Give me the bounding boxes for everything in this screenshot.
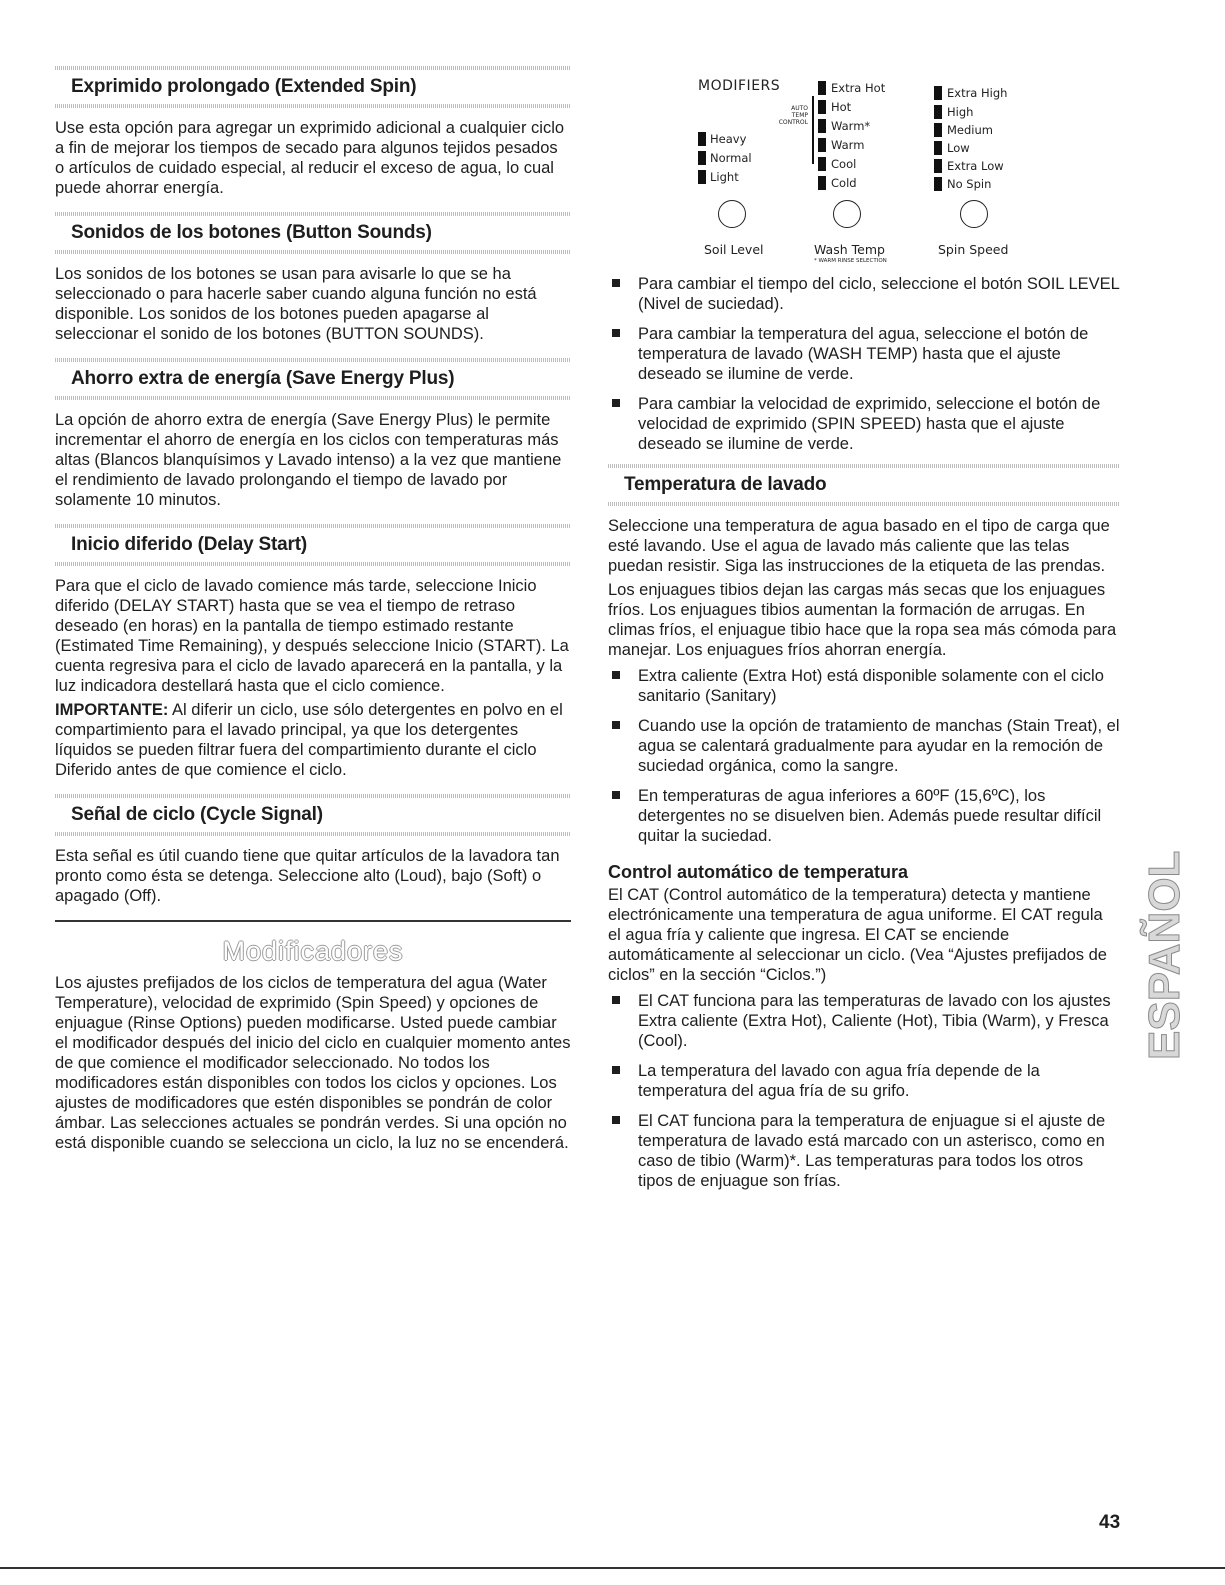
section-rule — [55, 832, 571, 836]
cat-bullet-list — [608, 991, 1120, 1191]
section-rule — [608, 464, 1120, 468]
wash-temp-button — [833, 200, 861, 228]
list-item-text: Cuando use la opción de tratamiento de manchas (Stain Treat), el agua se calentará gradualmente para ayudar en la remoción de suciedad orgánica, como la sangre. — [638, 717, 1120, 775]
list-item-text: En temperaturas de agua inferiores a 60ºF (15,6ºC), los detergentes no se disuelven bien. Además puede resultar difícil quitar la suciedad. — [638, 787, 1102, 845]
spin-indicator — [934, 105, 942, 119]
soil-indicator — [698, 151, 706, 165]
list-item-text: La temperatura del lavado con agua fría depende de la temperatura del agua fría de su grifo. — [638, 1062, 1040, 1100]
temp-option: Warm* — [831, 119, 871, 133]
temp-bullet-list — [608, 666, 1120, 846]
auto-temp-label — [778, 105, 808, 126]
important-label: IMPORTANTE: — [55, 701, 169, 719]
important-note — [55, 700, 571, 780]
list-item — [608, 1061, 1120, 1101]
section-rule — [55, 212, 571, 216]
list-item-text: Para cambiar el tiempo del ciclo, seleccione el botón SOIL LEVEL (Nivel de suciedad). — [638, 275, 1120, 313]
spin-option: High — [947, 105, 974, 119]
list-item — [608, 274, 1120, 314]
language-tab-text: ESPAÑOL — [1140, 850, 1189, 1060]
section-body-save-energy: La opción de ahorro extra de energía (Save Energy Plus) le permite incrementar el ahorro de energía en los ciclos con temperaturas más altas (Blancos blanquísimos y Lavado intenso) a la vez que mantiene el rendimiento de lavado prolongando el tiempo de lavado por solamente 10 minutos. — [55, 411, 562, 509]
bullet-icon — [612, 996, 620, 1004]
bullet-icon — [612, 791, 620, 799]
list-item-text: El CAT funciona para las temperaturas de lavado con los ajustes Extra caliente (Extra Hot), Caliente (Hot), Tibia (Warm), y Fresca (Cool). — [638, 992, 1111, 1050]
temp-option: Extra Hot — [831, 81, 886, 95]
section-body-cycle-signal: Esta señal es útil cuando tiene que quitar artículos de la lavadora tan pronto como ésta se detenga. Seleccione alto (Loud), bajo (Soft) o apagado (Off). — [55, 847, 560, 905]
section-title-delay-start: Inicio diferido (Delay Start) — [71, 534, 307, 555]
diagram-title: MODIFIERS — [698, 78, 781, 94]
bullet-icon — [612, 1116, 620, 1124]
spin-option: Extra Low — [947, 159, 1004, 173]
wash-temp-note: * WARM RINSE SELECTION — [814, 258, 887, 264]
auto-temp-line: TEMP — [791, 112, 808, 119]
auto-temp-line: CONTROL — [778, 119, 808, 126]
footer-rule — [0, 1567, 1225, 1569]
section-body-extended-spin: Use esta opción para agregar un exprimido adicional a cualquier ciclo a fin de mejorar los tiempos de secado para algunos tejidos pesados o artículos de cuidado especial, al reducir el exceso de agua, lo cual puede ahorrar energía. — [55, 119, 565, 197]
soil-level-button — [718, 200, 746, 228]
temp-option: Warm — [831, 138, 865, 152]
bullet-icon — [612, 329, 620, 337]
spin-speed-caption: Spin Speed — [938, 242, 1009, 257]
temp-option: Cool — [831, 157, 857, 171]
modifiers-heading: Modificadores — [222, 936, 404, 966]
section-body-button-sounds: Los sonidos de los botones se usan para avisarle lo que se ha seleccionado o para hacerle saber cuando alguna función no está disponible. Los sonidos de los botones pueden apagarse al seleccionar el sonido de los botones (BUTTON SOUNDS). — [55, 265, 537, 343]
soil-option: Light — [710, 170, 739, 184]
auto-temp-line: AUTO — [791, 105, 808, 112]
section-rule — [55, 358, 571, 362]
soil-option: Normal — [710, 151, 752, 165]
bullet-icon — [612, 671, 620, 679]
language-tab-graphic — [1139, 812, 1189, 1062]
spin-indicator — [934, 159, 942, 173]
temp-indicator — [818, 176, 826, 190]
temp-option: Hot — [831, 100, 852, 114]
section-title-cycle-signal: Señal de ciclo (Cycle Signal) — [71, 804, 323, 825]
temp-indicator — [818, 119, 826, 133]
spin-option: Low — [947, 141, 970, 155]
section-rule — [55, 250, 571, 254]
soil-level-caption: Soil Level — [704, 242, 764, 257]
cat-paragraph: El CAT (Control automático de la temperatura) detecta y mantiene electrónicamente una temperatura de agua uniforme. El CAT regula el agua fría y caliente que ingresa. El CAT se enciende automáticamente al seleccionar un ciclo. (Vea “Ajustes prefijados de ciclos” en la sección “Ciclos.”) — [608, 886, 1107, 984]
temp-indicator — [818, 138, 826, 152]
section-rule — [55, 66, 571, 70]
list-item — [608, 991, 1120, 1051]
heading-rule — [55, 920, 571, 922]
section-title-save-energy: Ahorro extra de energía (Save Energy Plus) — [71, 368, 455, 389]
wash-temp-caption: Wash Temp — [814, 242, 885, 257]
auto-temp-bracket — [812, 96, 814, 164]
temp-indicator — [818, 81, 826, 95]
section-rule — [55, 396, 571, 400]
temp-option: Cold — [831, 176, 857, 190]
list-item-text: Extra caliente (Extra Hot) está disponible solamente con el ciclo sanitario (Sanitary) — [638, 667, 1104, 705]
spin-speed-button — [960, 200, 988, 228]
section-rule — [55, 794, 571, 798]
section-rule — [55, 104, 571, 108]
bullet-icon — [612, 721, 620, 729]
modifiers-diagram — [698, 76, 1138, 266]
bullet-icon — [612, 399, 620, 407]
soil-indicator — [698, 132, 706, 146]
list-item — [608, 1111, 1120, 1191]
list-item — [608, 786, 1120, 846]
list-item-text: Para cambiar la temperatura del agua, seleccione el botón de temperatura de lavado (WASH TEMP) hasta que el ajuste deseado se ilumine de verde. — [638, 325, 1089, 383]
page-number: 43 — [1099, 1512, 1121, 1533]
important-text: Al diferir un ciclo, use sólo detergentes en polvo en el compartimiento para el lavado principal, ya que los detergentes líquidos se pueden filtrar fuera del compartimiento durante el ciclo Diferido antes de que comience el ciclo. — [55, 701, 563, 779]
bullet-icon — [612, 1066, 620, 1074]
wash-temp-paragraph-1: Seleccione una temperatura de agua basado en el tipo de carga que esté lavando. Use el agua de lavado más caliente que las telas puedan resistir. Siga las instrucciones de la etiqueta de las prendas. — [608, 517, 1110, 575]
section-rule — [55, 562, 571, 566]
list-item-text: El CAT funciona para la temperatura de enjuague si el ajuste de temperatura de lavado está marcado con un asterisco, como en caso de tibio (Warm)*. Las temperaturas para todos los otros tipos de enjuague son frías. — [638, 1112, 1106, 1190]
cat-heading: Control automático de temperatura — [608, 862, 909, 882]
list-item — [608, 394, 1120, 454]
language-side-tab — [1139, 812, 1189, 1062]
wash-temp-paragraph-2: Los enjuagues tibios dejan las cargas más secas que los enjuagues fríos. Los enjuagues tibios aumentan la formación de arrugas. En climas fríos, el enjuague tibio hace que la ropa sea más cómoda para manejar. Los enjuagues fríos ahorran energía. — [608, 581, 1117, 659]
spin-option: Medium — [947, 123, 993, 137]
soil-option: Heavy — [710, 132, 747, 146]
section-body-delay-start: Para que el ciclo de lavado comience más tarde, seleccione Inicio diferido (DELAY START) hasta que se vea el tiempo de retraso deseado (en horas) en la pantalla de tiempo estimado restante (Estimated Time Remaining), y después seleccione Inicio (START). La cuenta regresiva para el ciclo de lavado aparecerá en la pantalla, y la luz indicadora destellará hasta que el ciclo comience. — [55, 577, 569, 695]
temp-indicator — [818, 157, 826, 171]
list-item-text: Para cambiar la velocidad de exprimido, seleccione el botón de velocidad de exprimido (SPIN SPEED) hasta que el ajuste deseado se ilumine de verde. — [638, 395, 1101, 453]
bullet-icon — [612, 279, 620, 287]
soil-indicator — [698, 170, 706, 184]
section-rule — [608, 502, 1120, 506]
spin-option: Extra High — [947, 86, 1008, 100]
modifiers-body: Los ajustes prefijados de los ciclos de temperatura del agua (Water Temperature), velocidad de exprimido (Spin Speed) y opciones de enjuague (Rinse Options) pueden modificarse. Usted puede cambiar el modificador después del inicio del ciclo en cualquier momento antes de que comience el modificador seleccionado. No todos los modificadores están disponibles con todos los ciclos y opciones. Los ajustes de modificadores que estén disponibles se pondrán de color ámbar. Las selecciones actuales se pondrán verdes. Si una opción no está disponible cuando se selecciona un ciclo, la luz no se encenderá. — [55, 974, 571, 1152]
list-item — [608, 324, 1120, 384]
section-rule — [55, 524, 571, 528]
spin-indicator — [934, 141, 942, 155]
right-column — [608, 76, 1120, 1201]
spin-indicator — [934, 86, 942, 100]
temp-indicator — [818, 100, 826, 114]
spin-indicator — [934, 123, 942, 137]
intro-bullet-list — [608, 274, 1120, 454]
section-title-wash-temp: Temperatura de lavado — [624, 474, 827, 495]
list-item — [608, 666, 1120, 706]
list-item — [608, 716, 1120, 776]
spin-option: No Spin — [947, 177, 992, 191]
section-title-extended-spin: Exprimido prolongado (Extended Spin) — [71, 76, 417, 97]
spin-indicator — [934, 177, 942, 191]
section-title-button-sounds: Sonidos de los botones (Button Sounds) — [71, 222, 432, 243]
left-column — [55, 66, 571, 1167]
